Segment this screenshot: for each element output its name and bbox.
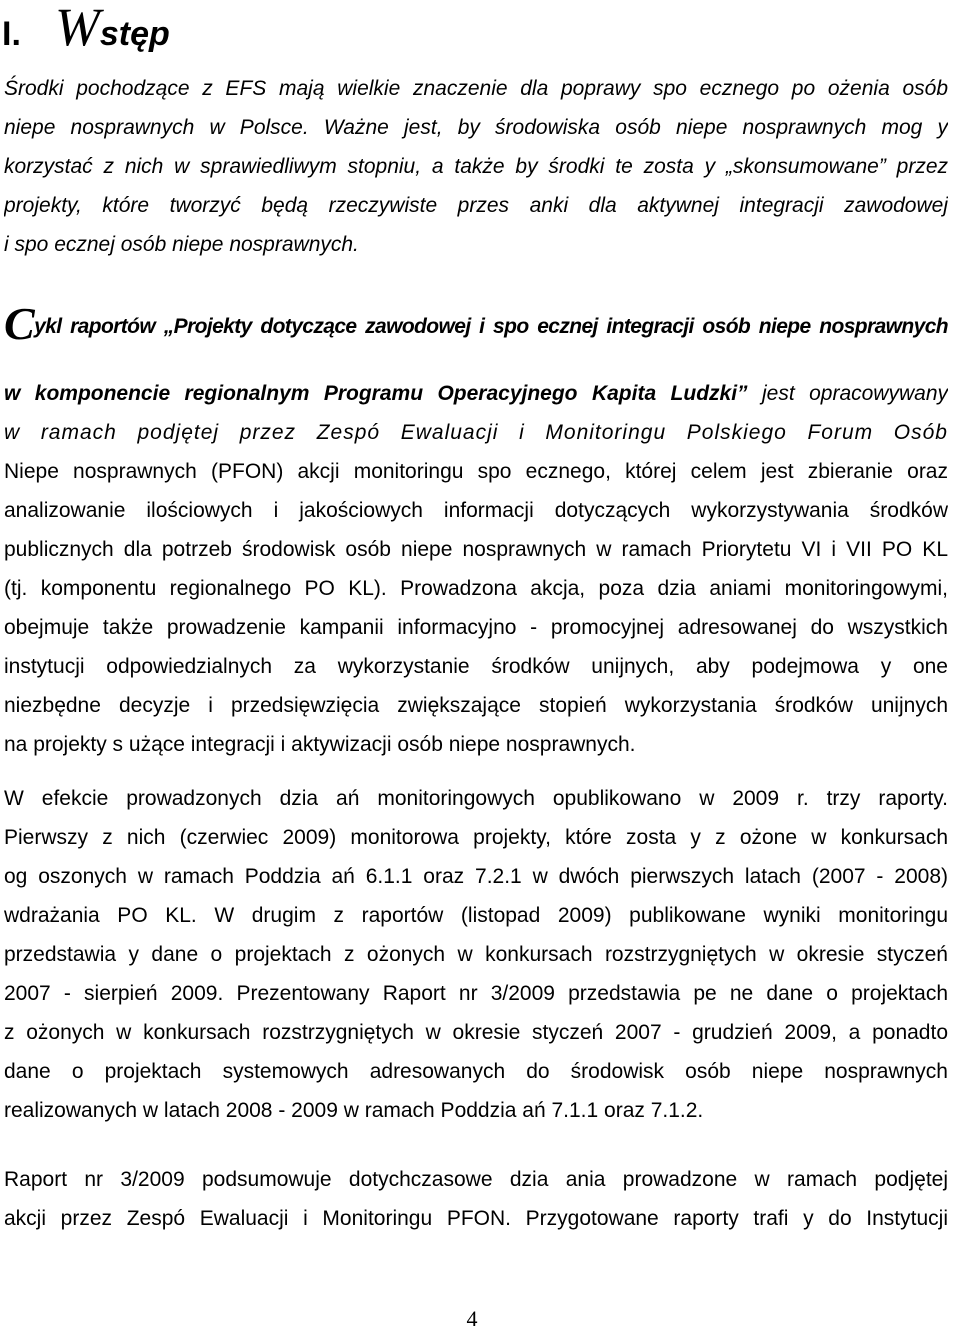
text-line: niepe nosprawnych w Polsce. Ważne jest, by środowiska osób niepe nosprawnych mog y bbox=[4, 116, 948, 139]
text-line: dane o projektach systemowych adresowanych do środowisk osób niepe nosprawnych bbox=[4, 1060, 948, 1083]
text-line: w ramach podjętej przez Zespó Ewaluacji i Monitoringu Polskiego Forum Osób bbox=[4, 421, 948, 444]
section-number: I. bbox=[2, 15, 21, 53]
page-number: 4 bbox=[466, 1306, 478, 1331]
text-line: projekty, które tworzyć będą rzeczywiste przes anki dla aktywnej integracji zawodowej bbox=[4, 194, 948, 217]
text-line: obejmuje także prowadzenie kampanii informacyjno - promocyjnej adresowanej do wszystkich bbox=[4, 616, 948, 639]
text-line: 2007 - sierpień 2009. Prezentowany Raport nr 3/2009 przedstawia pe ne dane o projektach bbox=[4, 982, 948, 1005]
text-line: wdrażania PO KL. W drugim z raportów (listopad 2009) publikowane wyniki monitoringu bbox=[4, 904, 948, 927]
cycle-title-part2: w komponencie regionalnym Programu Operacyjnego Kapita Ludzki” bbox=[4, 382, 748, 405]
text-line: na projekty s użące integracji i aktywizacji osób niepe nosprawnych. bbox=[4, 733, 636, 756]
text-line bbox=[4, 374, 948, 413]
text-line: og oszonych w ramach Poddzia ań 6.1.1 oraz 7.2.1 w dwóch pierwszych latach (2007 - 2008) bbox=[4, 865, 948, 888]
text-line: (tj. komponentu regionalnego PO KL). Prowadzona akcja, poza dzia aniami monitoringowymi, bbox=[4, 577, 948, 600]
text-line: i spo ecznej osób niepe nosprawnych. bbox=[4, 233, 359, 256]
summary-paragraph bbox=[4, 1160, 948, 1238]
section-heading bbox=[2, 0, 170, 58]
text-line: realizowanych w latach 2008 - 2009 w ramach Poddzia ań 7.1.1 oraz 7.1.2. bbox=[4, 1099, 704, 1122]
drop-cap: C bbox=[4, 300, 35, 348]
intro-paragraph bbox=[4, 69, 948, 264]
effects-paragraph bbox=[4, 779, 948, 1130]
text-line: W efekcie prowadzonych dzia ań monitoringowych opublikowano w 2009 r. trzy raporty. bbox=[4, 787, 948, 810]
text-line bbox=[4, 300, 948, 348]
cycle-title-part1: ykl raportów „Projekty dotyczące zawodowej i spo ecznej integracji osób niepe nosprawnych bbox=[34, 315, 948, 338]
text-line: przedstawia y dane o projektach z ożonych w konkursach rozstrzygniętych w okresie styczeń bbox=[4, 943, 948, 966]
cycle-line-rest: jest opracowywany bbox=[747, 382, 948, 405]
text-line: korzystać z nich w sprawiedliwym stopniu, a także by środki te zosta y „skonsumowane” przez bbox=[4, 155, 948, 178]
cycle-paragraph bbox=[4, 300, 948, 764]
text-line: niezbędne decyzje i przedsięwzięcia zwiększające stopień wykorzystania środków unijnych bbox=[4, 694, 948, 717]
text-line: Środki pochodzące z EFS mają wielkie znaczenie dla poprawy spo ecznego po ożenia osób bbox=[4, 77, 948, 100]
text-line: analizowanie ilościowych i jakościowych informacji dotyczących wykorzystywania środków bbox=[4, 499, 948, 522]
heading-rest: stęp bbox=[99, 15, 170, 53]
text-line: Raport nr 3/2009 podsumowuje dotychczasowe dzia ania prowadzone w ramach podjętej bbox=[4, 1168, 948, 1191]
text-line: Niepe nosprawnych (PFON) akcji monitoringu spo ecznego, której celem jest zbieranie oraz bbox=[4, 460, 948, 483]
text-line: akcji przez Zespó Ewaluacji i Monitoringu PFON. Przygotowane raporty trafi y do Instytucji bbox=[4, 1207, 948, 1230]
text-line: publicznych dla potrzeb środowisk osób niepe nosprawnych w ramach Priorytetu VI i VII PO KL bbox=[4, 538, 948, 561]
heading-initial: W bbox=[54, 0, 100, 57]
text-line: instytucji odpowiedzialnych za wykorzystanie środków unijnych, aby podejmowa y one bbox=[4, 655, 948, 678]
text-line: z ożonych w konkursach rozstrzygniętych w okresie styczeń 2007 - grudzień 2009, a ponadto bbox=[4, 1021, 948, 1044]
text-line: Pierwszy z nich (czerwiec 2009) monitorowa projekty, które zosta y z ożone w konkursach bbox=[4, 826, 948, 849]
